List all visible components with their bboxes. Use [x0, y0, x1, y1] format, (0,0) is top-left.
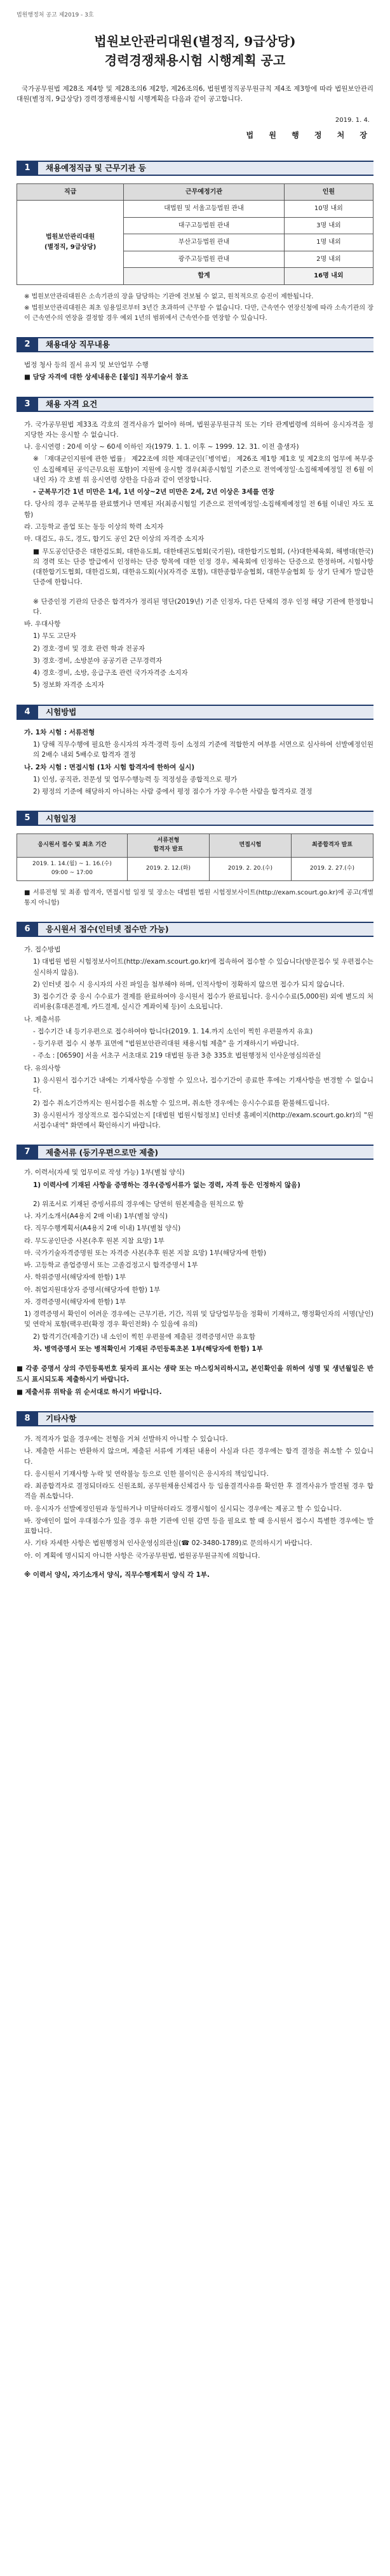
apply-heading: 가. 접수방법	[24, 946, 61, 954]
note-item: ※ 법원보안관리대원은 최초 임용일로부터 3년간 초과하여 근무할 수 없습니다. 다만, 근속연수 연장신청에 따라 소속기관의 장이 근속연수의 연장을 결정할 경우 예외 1년의 범위에서 근속연수를 연장할 수 있습니다.	[24, 305, 373, 322]
title-line-1: 법원보안관리대원(별정직, 9급상당)	[94, 33, 296, 49]
section-title: 채용예정직급 및 근무기관 등	[38, 162, 373, 175]
section-title: 기타사항	[38, 1412, 373, 1425]
table-header-row	[17, 834, 373, 858]
count-cell: 3명 내외	[284, 217, 373, 234]
table-row	[17, 201, 373, 218]
column-header: 직급	[17, 183, 124, 201]
title-line-2: 경력경쟁채용시험 시행계획 공고	[104, 52, 286, 68]
document-item: 자. 경력증명서(해당자에 한함) 1부	[24, 1298, 126, 1306]
document-item: 사. 학위증명서(해당자에 한함) 1부	[24, 1273, 126, 1282]
rank-cell: 법원보안관리대원 (별정직, 9급상당)	[17, 201, 124, 285]
apply-address: - 주소 : [06590] 서울 서초구 서초대로 219 대법원 동관 3층 335호 법원행정처 인사운영심의관실	[33, 1052, 321, 1060]
preference-item: 3) 경호·경비, 소방분야 공공기관 근무경력자	[33, 656, 163, 665]
section-header-8	[17, 1411, 373, 1426]
schedule-cell: 2019. 1. 14.(월) ~ 1. 16.(수) 09:00 ~ 17:00	[17, 858, 128, 881]
document-item: 가. 이력서(자세 및 업무이로 작성 가능) 1부(별첨 양식)	[24, 1169, 185, 1177]
apply-item: 1) 대법원 법원 시험정보사이트(http://exam.scourt.go.kr)에 접속하여 접수할 수 있습니다(방문접수 및 우편접수는 실시하지 않음).	[33, 958, 373, 976]
exam-stage: 나. 2차 시험 : 면접시험 (1차 시험 합격자에 한하여 실시)	[24, 763, 195, 771]
requirement-note: - 군복무기간 1년 미만은 1세, 1년 이상~2년 미만은 2세, 2년 이상은 3세를 연장	[33, 488, 274, 496]
duty-line: 법정 청사 등의 질서 유지 및 보안업무 수행	[24, 361, 149, 369]
section-number: 7	[17, 1146, 38, 1159]
submission-notice: ■ 제출서류 위탁을 위 순서대로 하시기 바랍니다.	[17, 1388, 162, 1396]
requirement-item: 가. 국가공무원법 제33조 각호의 결격사유가 없어야 하며, 법원공무원규칙 또는 기타 관계법령에 의하여 응시자격을 정지당한 자는 응시할 수 없습니다.	[24, 420, 373, 439]
issuer-name: 법 원 행 정 처 장	[246, 130, 373, 140]
section-header-2	[17, 337, 373, 352]
total-count-cell: 16명 내외	[284, 268, 373, 285]
section-title: 제출서류 (등기우편으로만 제출)	[38, 1146, 373, 1159]
section-title: 채용 자격 요건	[38, 398, 373, 411]
document-item: 나. 자기소개서(A4용지 2매 이내) 1부(별첨 양식)	[24, 1212, 168, 1221]
requirement-item: 다. 당사의 경우 군복무를 완료했거나 면제된 자(최종시험일 기준으로 전역예정일·소집해제예정일 전 6월 이내인 자도 포함)	[24, 500, 373, 519]
requirement-item: 마. 대검도, 유도, 경도, 합기도 공인 2단 이상의 자격증 소지자	[24, 535, 205, 543]
section-header-3	[17, 397, 373, 412]
org-cell: 대구고등법원 관내	[124, 217, 284, 234]
section-number: 2	[17, 338, 38, 351]
section-number: 1	[17, 162, 38, 175]
section-header-4	[17, 705, 373, 720]
misc-item: 사. 기타 자세한 사항은 법원행정처 인사운영심의관실(☎ 02-3480-1789)로 문의하시기 바랍니다.	[24, 1539, 313, 1548]
misc-item: 바. 장애인이 없어 우대점수가 있을 경우 유한 기관에 인원 감면 등을 필요로 할 때 응시원서 접수시 특별한 경우에는 발표합니다.	[24, 1517, 373, 1536]
section-number: 8	[17, 1412, 38, 1425]
column-header: 최종합격자 발표	[291, 834, 373, 858]
misc-item: 아. 이 계획에 명시되지 아니한 사항은 국가공무원법, 법원공무원규칙에 의합니다.	[24, 1551, 260, 1560]
column-header: 응시원서 접수 및 최초 기간	[17, 834, 128, 858]
misc-item: 마. 응시자가 선발예정인원과 동일하거나 미달하더라도 경쟁시험이 실시되는 경우에는 제공고 할 수 있습니다.	[24, 1504, 342, 1513]
schedule-cell: 2019. 2. 27.(수)	[291, 858, 373, 881]
section-header-7	[17, 1145, 373, 1160]
misc-item: 라. 최종합격자로 결정되더라도 신원조회, 공무원채용신체검사 등 임용결격사유를 확인한 후 결격사유가 발견될 경우 합격을 취소합니다.	[24, 1482, 373, 1501]
misc-item: 다. 응시원서 기재사항 누락 및 연락불능 등으로 인한 불이익은 응시자의 책임입니다.	[24, 1470, 269, 1478]
misc-item: 나. 제출한 서류는 반환하지 않으며, 제출된 서류에 기재된 내용이 사실과 다른 경우에는 합격 결정을 취소할 수 있습니다.	[24, 1447, 373, 1466]
document-item: 마. 국가기술자격증명원 또는 자격증 사본(추후 원본 지참 요망) 1부(해당자에 한함)	[24, 1249, 267, 1257]
misc-item: 가. 적격자가 없을 경우에는 전형을 거쳐 선발하지 아니할 수 있습니다.	[24, 1435, 228, 1444]
document-title	[17, 32, 373, 70]
exam-detail: 1) 당해 직무수행에 필요한 응시자의 자격·경력 등이 소정의 기준에 적합한지 여부를 서면으로 심사하여 선발예정인원의 2배수 내외 5배수로 합격자 결정	[33, 740, 373, 759]
section-title: 채용대상 직무내용	[38, 338, 373, 351]
attachment-note: ※ 이력서 양식, 자기소개서 양식, 직무수행계획서 양식 각 1부.	[24, 1571, 210, 1579]
requirement-item: 바. 우대사항	[24, 620, 61, 628]
count-cell: 2명 내외	[284, 251, 373, 268]
apply-item: 1) 응시원서 접수기간 내에는 기재사항을 수정할 수 있으나, 접수기간이 종료한 후에는 기재사항을 변경할 수 없습니다.	[33, 1076, 373, 1095]
column-header: 근무예정기관	[124, 183, 284, 201]
preference-item: 2) 경호·경비 및 경호 관련 학과 전공자	[33, 644, 145, 653]
total-label-cell: 합계	[124, 268, 284, 285]
document-subitem: 차. 병역증명서 또는 병적확인서 기재된 주민등록초본 1부(해당자에 한함) 1부	[33, 1345, 263, 1353]
duty-note: ■ 담당 자격에 대한 상세내용은 [붙임] 직무기술서 참조	[24, 373, 189, 382]
preference-item: 1) 무도 고단자	[33, 632, 77, 641]
requirement-item: 나. 응시연령 : 20세 이상 ~ 60세 이하인 자(1979. 1. 1. 이후 ~ 1999. 12. 31. 이전 출생자)	[24, 443, 299, 451]
notice-number: 법원행정처 공고 제2019 - 3호	[17, 12, 94, 18]
document-subitem: 1) 이력사에 기재된 사항을 증명하는 경우(증빙서류가 없는 경력, 자격 등은 인정하지 않음)	[33, 1181, 300, 1189]
schedule-cell: 2019. 2. 12.(화)	[127, 858, 209, 881]
apply-item: - 접수기간 내 등기우편으로 접수하여야 합니다(2019. 1. 14.까지 소인이 찍힌 우편물까지 유효)	[33, 1027, 313, 1035]
section-header-6	[17, 922, 373, 937]
section-title: 시험방법	[38, 706, 373, 719]
exam-detail: 1) 인성, 공직관, 전문성 및 업무수행능력 등 적정성을 종합적으로 평가	[33, 775, 238, 783]
requirement-note: ※ 「재대군인지원에 관한 법률」 제22조에 의한 제대군인(「병역법」 제26조 제1항 제1호 및 제2호의 업무에 복무중인 소집해제된 공익근무요원 포함)이 지원에 응시할 경우(최종시험일 기준으로 전역예정일·소집해제예정일 전 6월 이내인 자) 각 호별 위 응시연령 상한을 다음과 같이 연장합니다.	[33, 455, 373, 484]
apply-heading: 다. 유의사항	[24, 1064, 61, 1072]
preference-item: 5) 정보화 자격증 소지자	[33, 681, 105, 689]
section-header-5	[17, 811, 373, 826]
column-header: 인원	[284, 183, 373, 201]
apply-item: - 등기우편 접수 시 봉투 표면에 "법원보안관리대원 채용시험 제출" 을 기재하시기 바랍니다.	[33, 1040, 299, 1048]
section-title: 응시원서 접수(인터넷 접수만 가능)	[38, 923, 373, 936]
schedule-cell: 2019. 2. 20.(수)	[209, 858, 291, 881]
preference-item: 4) 경호·경비, 소방, 응급구조 관련 국가자격증 소지자	[33, 669, 188, 677]
column-header: 면접시험	[209, 834, 291, 858]
org-cell: 대법원 및 서울고등법원 관내	[124, 201, 284, 218]
column-header: 서류전형 합격자 발표	[127, 834, 209, 858]
exam-stage: 가. 1차 시험 : 서류전형	[24, 728, 95, 736]
org-cell: 부산고등법원 관내	[124, 234, 284, 251]
exam-detail: 2) 평정의 기준에 해당하지 아니하는 사람 중에서 평정 점수가 가장 우수한 사람을 합격자로 결정	[33, 788, 313, 796]
apply-item: 3) 응시원서가 정상적으로 접수되었는지 [대법원 법원시험정보] 인터넷 홈페이지(http://exam.scourt.go.kr)의 "원서접수내역" 화면에서 확인하시기 바랍니다.	[33, 1111, 373, 1130]
section-number: 5	[17, 812, 38, 825]
apply-item: 3) 접수기간 중 응시 수수료가 결제를 완료하여야 응시원서 접수가 완료됩니다. 응시수수료(5,000원) 외에 별도의 처리비용(휴대폰결제, 카드결제, 실시간 계좌이체 등)이 소요됩니다.	[33, 993, 373, 1011]
schedule-table	[17, 833, 373, 881]
section-number: 6	[17, 923, 38, 936]
requirement-note: ■ 무도공인단증은 대한검도회, 대한유도회, 대한태권도협회(국기원), 대한합기도협회, (사)대한체육회, 해병대(한국)의 경력 또는 단증 발급에서 인정하는 단증 항목에 대한 인정 경우, 체육회에 인정하는 단증으로 한정하며, 시험사항(대한합기도협회, 대한검도회, 대한유도회(사)(자격증 포함), 대한종합무술협회, 대한무술협회 등 상기 단체가 발급한 단증에 한합니다.	[33, 547, 373, 587]
requirement-note: ※ 단증인정 기관의 단증은 합격자가 정리된 명단(2019년) 기준 인정자, 다른 단체의 경우 인정 해당 기관에 한정합니다.	[33, 597, 373, 616]
org-cell: 광주고등법원 관내	[124, 251, 284, 268]
table-header-row	[17, 183, 373, 201]
schedule-note: ■ 서류전형 및 최종 합격자, 면접시험 일정 및 장소는 대법원 법원 시험정보사이트(http://exam.scourt.go.kr)에 공고(개별통지 아니함)	[24, 889, 373, 906]
table-row	[17, 858, 373, 881]
count-cell: 1명 내외	[284, 234, 373, 251]
document-item: 바. 고등학교 졸업증명서 또는 고졸검정고시 합격증명서 1부	[24, 1261, 198, 1270]
apply-heading: 나. 제출서류	[24, 1015, 61, 1023]
count-cell: 10명 내외	[284, 201, 373, 218]
document-subitem: 2) 합격기간(제출기간) 내 소인이 찍힌 우편물에 제출된 경력증명서만 유효함	[33, 1332, 255, 1341]
section-header-1	[17, 161, 373, 176]
document-item: 다. 직무수행계획서(A4용지 2매 이내) 1부(별첨 양식)	[24, 1225, 181, 1233]
apply-item: 2) 인터넷 접수 시 응시자의 사진 파일을 첨부해야 하며, 인적사항이 정확하지 않으면 접수가 되지 않습니다.	[33, 980, 345, 988]
apply-item: 2) 접수 취소기간까지는 원서접수를 취소할 수 있으며, 취소한 경우에는 응시수수료를 환불해드립니다.	[33, 1099, 330, 1107]
document-item: 아. 취업지원대상자 증명서(해당자에 한함) 1부	[24, 1285, 161, 1294]
document-item: 라. 무도공인단증 사본(추후 원본 지참 요망) 1부	[24, 1237, 165, 1245]
section-title: 시험일정	[38, 812, 373, 825]
submission-notice: ■ 각종 증명서 상의 주민등록번호 뒷자리 표시는 생략 또는 마스킹처리하시고, 본인확인을 위하여 성명 및 생년월일은 반드시 표시되도록 제출하시기 바랍니다.	[17, 1365, 373, 1383]
notice-date: 2019. 1. 4.	[335, 117, 370, 124]
document-subitem: 2) 위조서로 기재된 증빙서류의 경우에는 당연히 원본제출을 원칙으로 함	[33, 1200, 244, 1208]
positions-table	[17, 183, 373, 285]
section-number: 4	[17, 706, 38, 719]
section-number: 3	[17, 398, 38, 411]
intro-paragraph: 국가공무원법 제28조 제4항 및 제28조의6 제2항, 제26조의6, 법원별정직공무원규칙 제4조 제3항에 따라 법원보안관리대원(별정직, 9급상당) 경력경쟁채용시험 시행계획을 다음과 같이 공고합니다.	[17, 84, 373, 103]
requirement-item: 라. 고등학교 졸업 또는 동등 이상의 학력 소지자	[24, 522, 164, 531]
document-item: 1) 경력증명서 확인이 어려운 경우에는 근무기관, 기간, 직위 및 담당업무등을 정확히 기재하고, 행정확인자의 서명(날인) 및 연락처 포함(팩우편(확정 경우 확인전화) 수 있음에 유의)	[24, 1310, 373, 1329]
note-item: ※ 법원보안관리대원은 소속기관의 장을 담당하는 기관에 전보될 수 없고, 원칙적으로 승진이 제한됩니다.	[24, 293, 314, 300]
